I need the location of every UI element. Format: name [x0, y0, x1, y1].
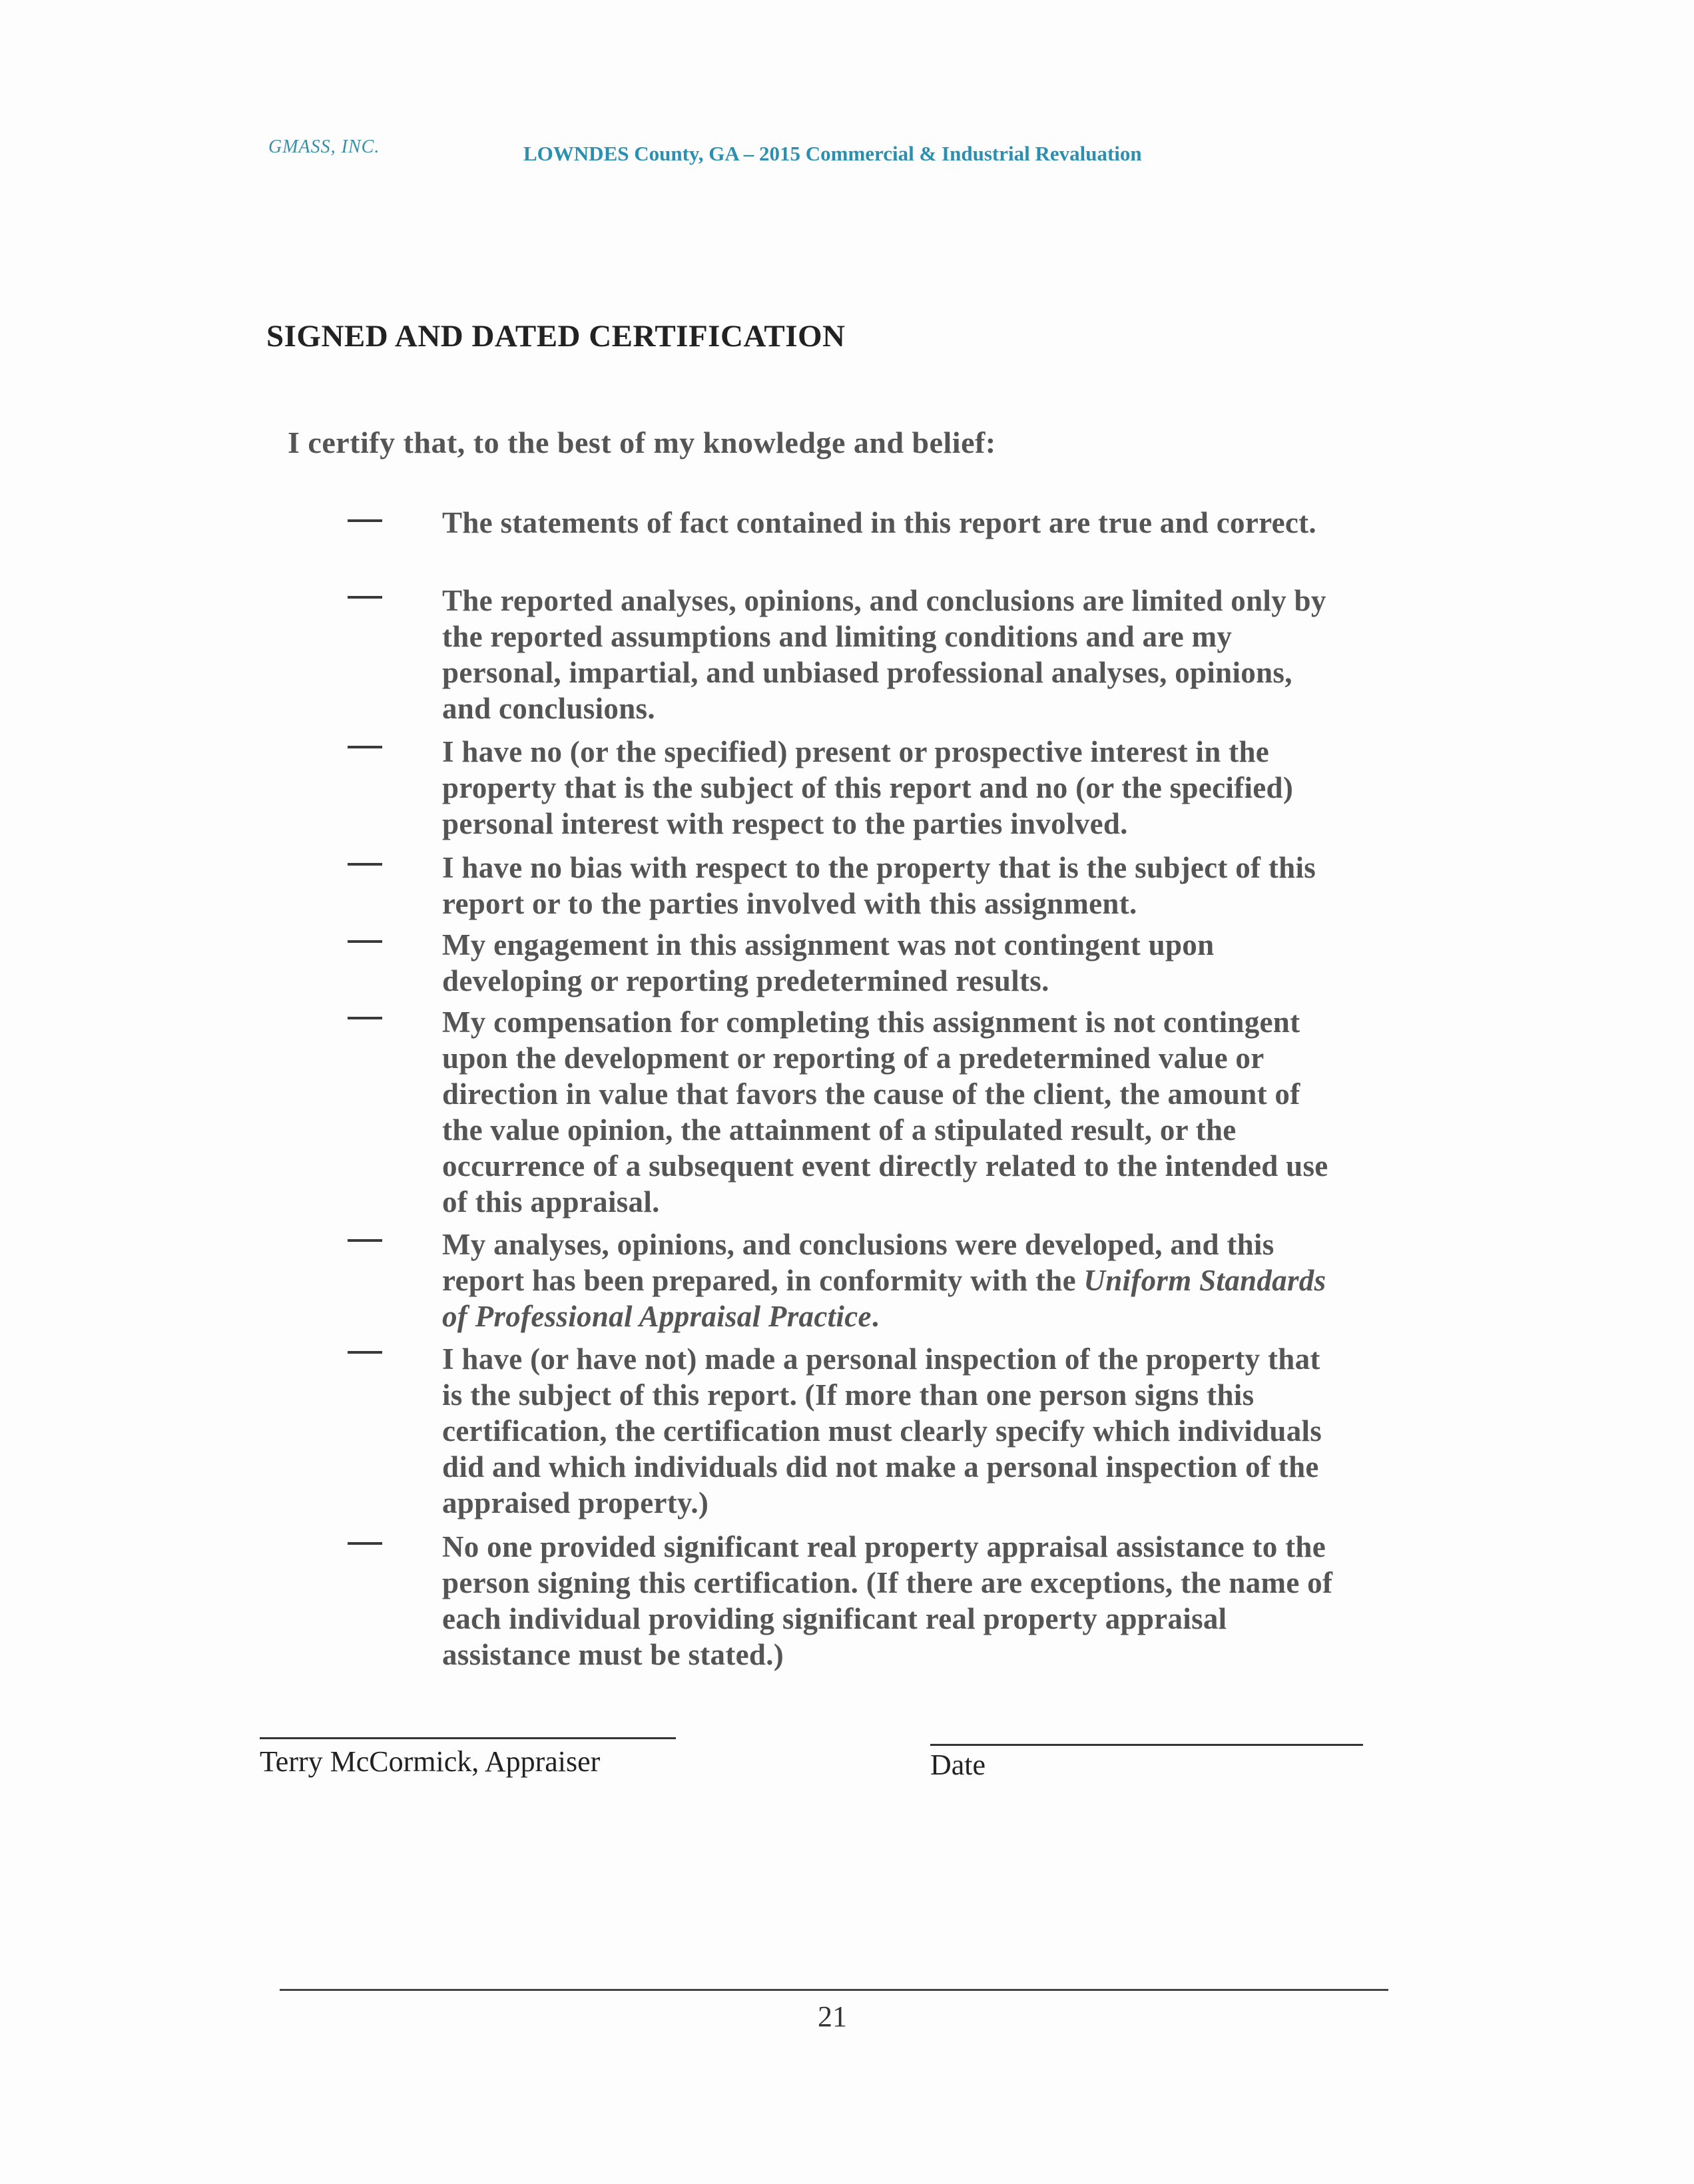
- bullet-dash: [348, 596, 382, 599]
- bullet-dash: [348, 1542, 382, 1545]
- certification-item: I have (or have not) made a personal inspection of the property that is the subject of this report. (If more than one person signs this certification, the certification must clearly specify which individuals did and which individuals did not make a personal inspection of the appraised property.): [442, 1342, 1322, 1519]
- header-company: GMASS, INC.: [268, 136, 380, 157]
- footer-divider: [280, 1989, 1388, 1991]
- certification-item: I have no bias with respect to the property that is the subject of this report or to the parties involved with this assignment.: [442, 851, 1316, 920]
- uspap-text-after: .: [871, 1300, 880, 1333]
- date-label: Date: [930, 1749, 986, 1781]
- certification-item: My compensation for completing this assignment is not contingent upon the development or reporting of a predetermined value or direction in value that favors the cause of the client, the amount of the value opinion, the attainment of a stipulated result, or the occurrence of a subsequent event directly related to the intended use of this appraisal.: [442, 1005, 1328, 1219]
- bullet-dash: [348, 940, 382, 943]
- page-number: 21: [818, 2000, 847, 2033]
- appraiser-signature-label: Terry McCormick, Appraiser: [260, 1745, 601, 1778]
- appraiser-signature-line: [260, 1737, 676, 1739]
- bullet-dash: [348, 863, 382, 866]
- certification-intro: I certify that, to the best of my knowledge and belief:: [288, 425, 996, 459]
- header-project-title: LOWNDES County, GA – 2015 Commercial & Industrial Revaluation: [523, 142, 1142, 165]
- certification-item: I have no (or the specified) present or prospective interest in the property that is the subject of this report and no (or the specified) personal interest with respect to the parties involved.: [442, 735, 1294, 840]
- date-signature-line: [930, 1744, 1363, 1746]
- page-title: SIGNED AND DATED CERTIFICATION: [266, 319, 846, 354]
- bullet-dash: [348, 746, 382, 748]
- bullet-dash: [348, 519, 382, 522]
- bullet-dash: [348, 1351, 382, 1354]
- uspap-title: Uniform Standards of Professional Appraisal Practice: [442, 1264, 1326, 1333]
- certification-item-uspap: [442, 1227, 1388, 1334]
- certification-item: My engagement in this assignment was not contingent upon developing or reporting predetermined results.: [442, 928, 1215, 997]
- bullet-dash: [348, 1017, 382, 1019]
- uspap-text-before: My analyses, opinions, and conclusions were developed, and this report has been prepared, in conformity with the: [442, 1228, 1274, 1297]
- certification-item: The statements of fact contained in this report are true and correct.: [442, 506, 1316, 539]
- certification-item: No one provided significant real property appraisal assistance to the person signing this certification. (If there are exceptions, the name of each individual providing significant real property appraisal assistance must be stated.): [442, 1530, 1333, 1671]
- bullet-dash: [348, 1239, 382, 1242]
- certification-item: The reported analyses, opinions, and conclusions are limited only by the reported assumptions and limiting conditions and are my personal, impartial, and unbiased professional analyses, opinions, and conclusions.: [442, 584, 1326, 725]
